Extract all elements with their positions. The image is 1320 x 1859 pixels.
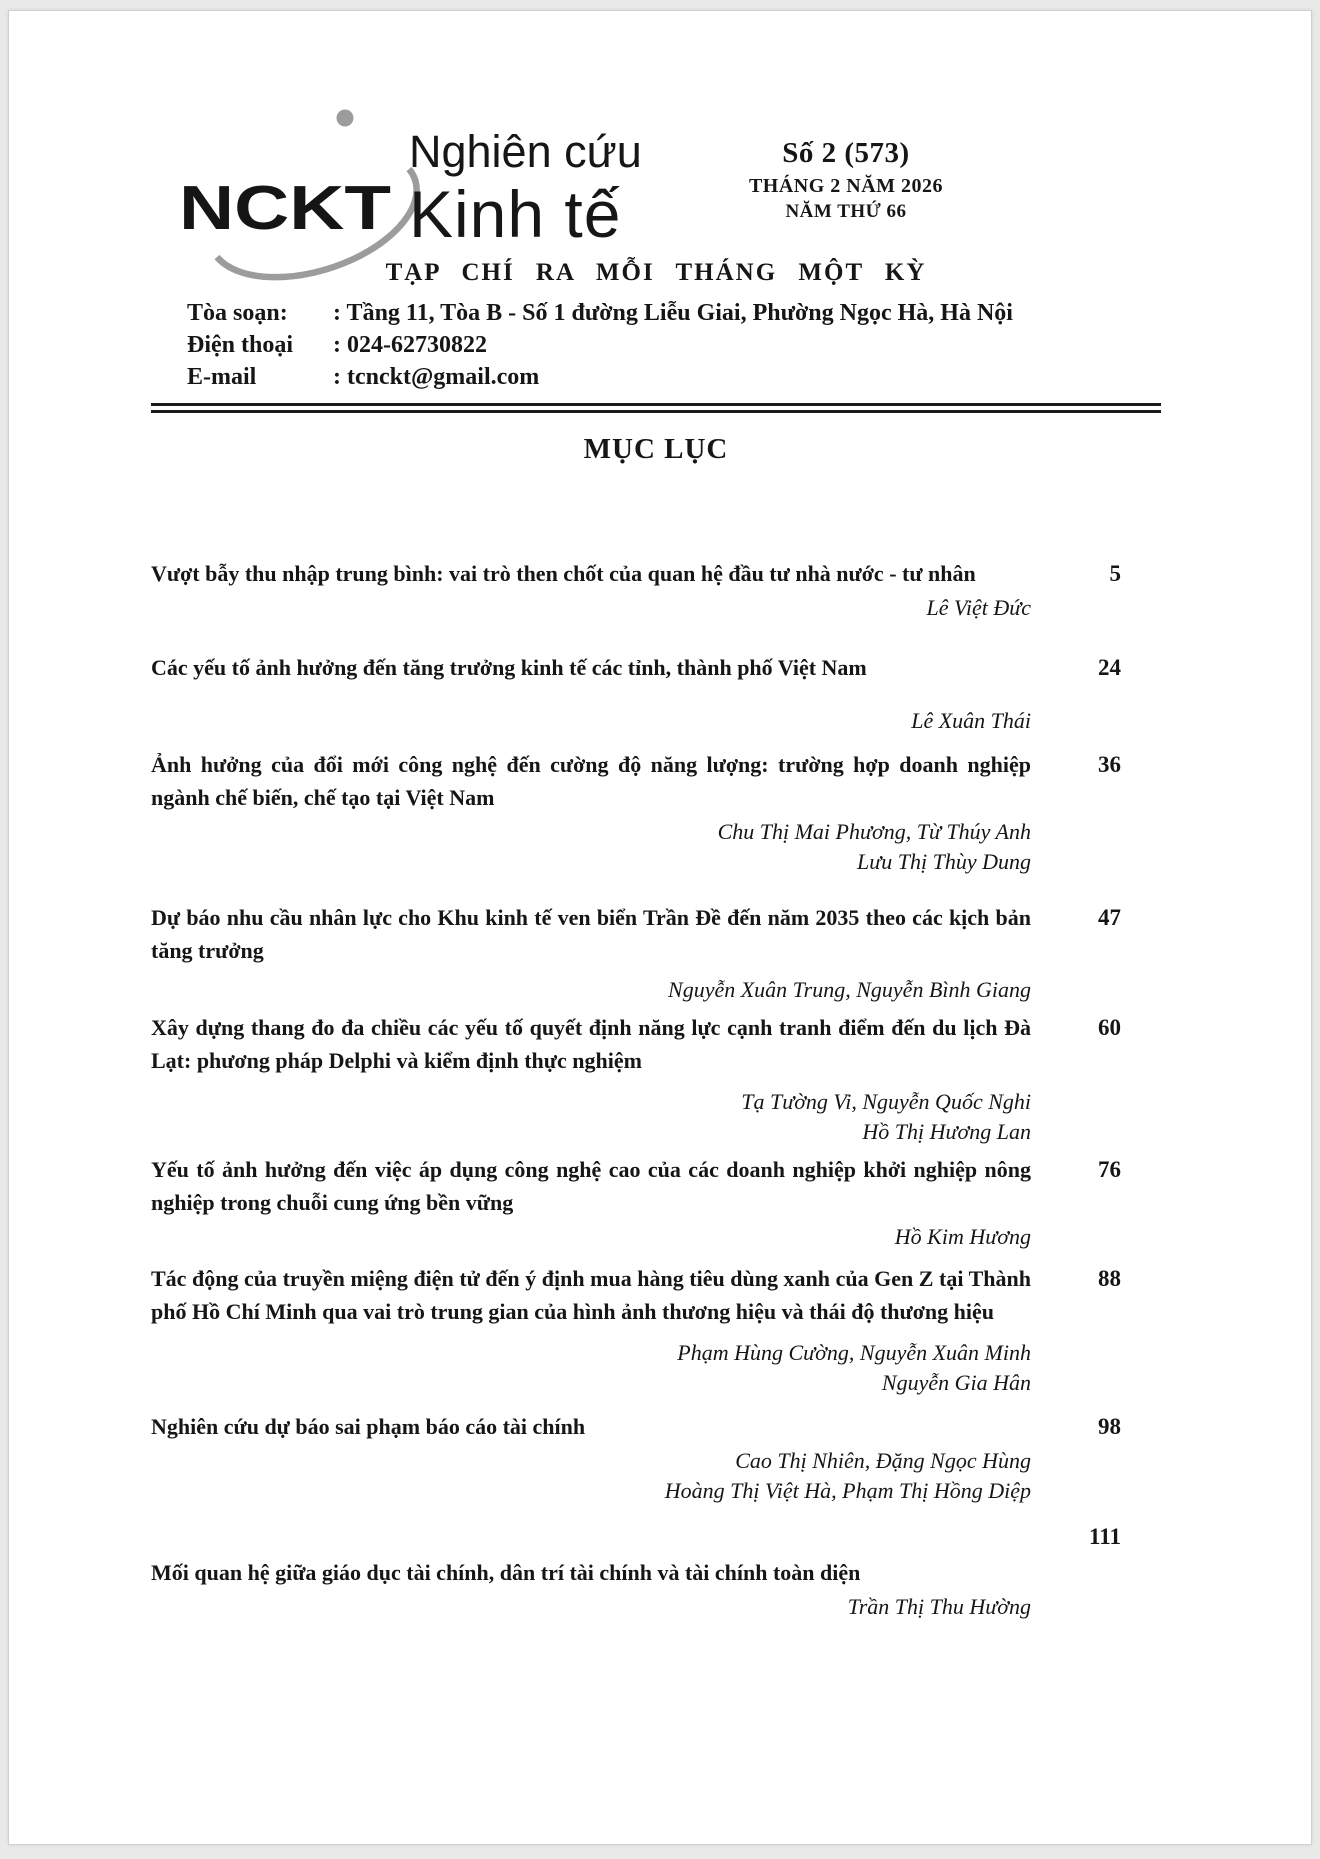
toc-entry [151, 1153, 1161, 1252]
toc-entry [151, 1262, 1161, 1398]
article-title: Dự báo nhu cầu nhân lực cho Khu kinh tế ven biển Trần Đề đến năm 2035 theo các kịch bản tăng trưởng [151, 905, 1031, 963]
author-line: Nguyễn Xuân Trung, Nguyễn Bình Giang [668, 977, 1031, 1002]
contact-value: : Tầng 11, Tòa B - Số 1 đường Liễu Giai, Phường Ngọc Hà, Hà Nội [333, 300, 1013, 326]
contact-row-phone [151, 329, 1161, 361]
article-authors [151, 975, 1031, 1005]
toc-entry [151, 1410, 1161, 1506]
article-title: Các yếu tố ảnh hưởng đến tăng trưởng kinh tế các tỉnh, thành phố Việt Nam [151, 655, 867, 680]
author-line: Chu Thị Mai Phương, Từ Thúy Anh [717, 819, 1031, 844]
toc-entry [151, 748, 1161, 877]
article-authors [151, 706, 1031, 736]
article-authors [151, 593, 1031, 623]
author-line: Cao Thị Nhiên, Đặng Ngọc Hùng [735, 1448, 1031, 1473]
page-number: 98 [1098, 1414, 1121, 1439]
page-number: 47 [1098, 905, 1121, 930]
author-line: Lê Xuân Thái [911, 708, 1031, 733]
double-rule-divider [151, 403, 1161, 413]
contact-label: E-mail [187, 364, 257, 390]
journal-cover-page [8, 10, 1312, 1845]
orbit-dot [337, 110, 354, 127]
orbit-swoosh-icon [171, 107, 415, 257]
contact-value: : tcnckt@gmail.com [333, 364, 540, 390]
masthead [151, 11, 1161, 297]
author-line: Lưu Thị Thùy Dung [857, 849, 1031, 874]
article-authors [151, 1222, 1031, 1252]
contact-value: : 024-62730822 [333, 332, 487, 358]
author-line: Trần Thị Thu Hường [847, 1594, 1031, 1619]
author-line: Hoàng Thị Việt Hà, Phạm Thị Hồng Diệp [664, 1478, 1031, 1503]
toc-entry [151, 1011, 1161, 1147]
article-authors [151, 1338, 1031, 1398]
logo-text: NCKT [179, 174, 392, 243]
author-line: Phạm Hùng Cường, Nguyễn Xuân Minh [677, 1340, 1031, 1365]
contact-label: Tòa soạn: [187, 300, 288, 326]
article-authors [151, 1592, 1031, 1622]
author-line: Nguyễn Gia Hân [881, 1370, 1031, 1395]
article-title: Ảnh hưởng của đổi mới công nghệ đến cường độ năng lượng: trường hợp doanh nghiệp ngành chế biến, chế tạo tại Việt Nam [151, 752, 1031, 810]
toc-entry [151, 651, 1161, 736]
article-title: Tác động của truyền miệng điện tử đến ý định mua hàng tiêu dùng xanh của Gen Z tại Thành phố Hồ Chí Minh qua vai trò trung gian của hình ảnh thương hiệu và thái độ thương hiệu [151, 1266, 1031, 1324]
toc-heading: MỤC LỤC [583, 433, 729, 465]
toc-entry [151, 557, 1161, 623]
journal-title-line2: Kinh tế [409, 176, 622, 251]
page-number: 76 [1098, 1157, 1121, 1182]
contact-row-email [151, 361, 1161, 393]
page-number: 5 [1109, 561, 1121, 586]
journal-title-line1: Nghiên cứu [409, 126, 642, 177]
contact-label: Điện thoại [187, 332, 294, 358]
issue-month: THÁNG 2 NĂM 2026 [748, 175, 944, 197]
page-content [151, 11, 1161, 1622]
article-authors [151, 1087, 1031, 1147]
periodicity-line: TẠP CHÍ RA MỖI THÁNG MỘT KỲ [385, 259, 927, 286]
article-title: Vượt bẫy thu nhập trung bình: vai trò then chốt của quan hệ đầu tư nhà nước - tư nhân [151, 561, 976, 586]
table-of-contents [151, 557, 1161, 1622]
page-number: 88 [1098, 1266, 1121, 1291]
article-title: Mối quan hệ giữa giáo dục tài chính, dân trí tài chính và tài chính toàn diện [151, 1560, 861, 1585]
page-number: 60 [1098, 1015, 1121, 1040]
nckt-logo [171, 107, 415, 257]
article-authors [151, 1446, 1031, 1506]
journal-title [409, 126, 642, 251]
article-title: Nghiên cứu dự báo sai phạm báo cáo tài chính [151, 1414, 586, 1439]
contact-row-address [151, 297, 1161, 329]
article-authors [151, 817, 1031, 877]
page-number: 24 [1098, 655, 1121, 680]
author-line: Tạ Tường Vi, Nguyễn Quốc Nghi [741, 1089, 1031, 1114]
article-title: Xây dựng thang đo đa chiều các yếu tố quyết định năng lực cạnh tranh điểm đến du lịch Đà Lạt: phương pháp Delphi và kiểm định thực nghiệm [151, 1015, 1031, 1073]
author-line: Lê Việt Đức [926, 595, 1031, 620]
page-number: 111 [1089, 1524, 1121, 1549]
article-title: Yếu tố ảnh hưởng đến việc áp dụng công nghệ cao của các doanh nghiệp khởi nghiệp nông nghiệp trong chuỗi cung ứng bền vững [151, 1157, 1031, 1215]
author-line: Hồ Kim Hương [894, 1224, 1031, 1249]
issue-year-number: NĂM THỨ 66 [785, 201, 907, 222]
author-line: Hồ Thị Hương Lan [862, 1119, 1031, 1144]
issue-info [741, 137, 951, 223]
page-number: 36 [1098, 752, 1121, 777]
issue-number: Số 2 (573) [782, 137, 910, 169]
toc-entry [151, 1520, 1161, 1622]
toc-entry [151, 901, 1161, 1005]
contact-block [151, 297, 1161, 393]
